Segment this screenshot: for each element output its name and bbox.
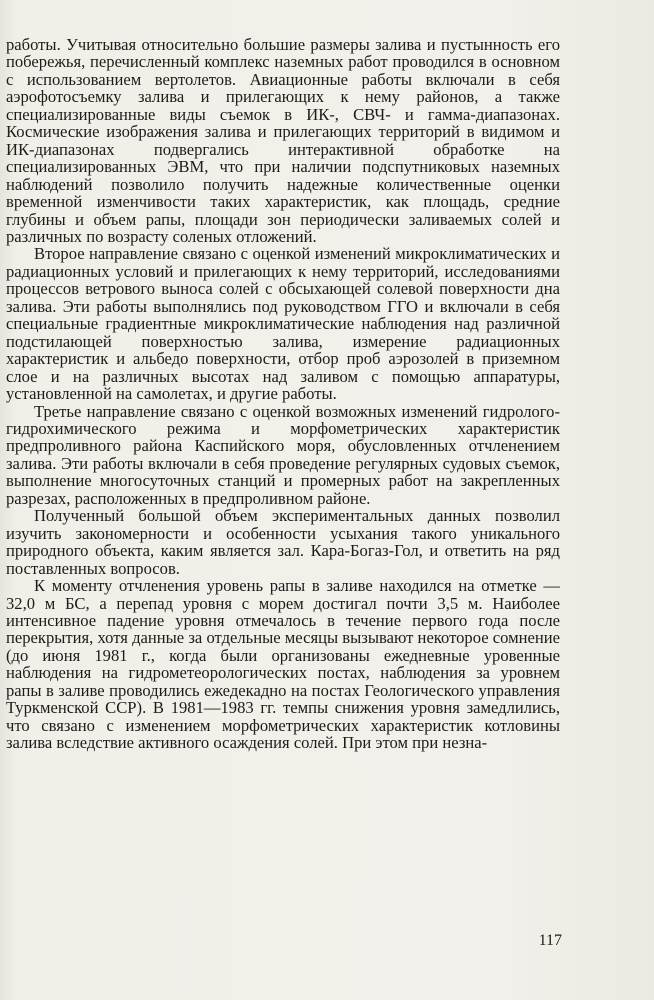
paragraph-third-direction: Третье направление связано с оценкой возможных изменений гидролого-гидрохимического режима и морфометрических характеристик предпроливного района Каспийского моря, обусловленных отчленением залива. Эти работы включали в себя проведение регулярных судовых съемок, выполнение многосуточных станций и промерных работ на закрепленных разрезах, расположенных в предпроливном районе. <box>6 401 560 508</box>
page-number: 117 <box>538 932 562 949</box>
paragraph-second-direction: Второе направление связано с оценкой изменений микроклиматических и радиационных условий и прилегающих к нему территорий, исследованиями процессов ветрового выноса солей с обсыхающей солевой поверхности дна залива. Эти работы выполнялись под руководством ГГО и включали в себя специальные градиентные микроклиматические наблюдения над различной подстилающей поверхностью залива, измерение радиационных характеристик и альбедо поверхности, отбор проб аэрозолей в приземном слое и на различных высотах над заливом с помощью аппаратуры, установленной на самолетах, и другие работы. <box>6 244 560 404</box>
paragraph-level-changes: К моменту отчленения уровень рапы в заливе находился на отметке — 32,0 м БС, а перепад уровня с морем достигал почти 3,5 м. Наиболее интенсивное падение уровня отмечалось в течение первого года после перекрытия, хотя данные за отдельные месяцы вызывают некоторое сомнение (до июня 1981 г., когда были организованы ежедневные уровенные наблюдения на гидрометеорологических постах, наблюдения за уровнем рапы в заливе проводились ежедекадно на постах Геологического управления Туркменской ССР). В 1981—1983 гг. темпы снижения уровня замедлились, что связано с изменением морфометрических характеристик котловины залива вследствие активного осаждения солей. При этом при незна- <box>6 576 560 753</box>
body-text <box>6 36 560 752</box>
paragraph-results: Полученный большой объем экспериментальных данных позволил изучить закономерности и особенности усыхания такого уникального природного объекта, каким является зал. Кара-Богаз-Гол, и ответить на ряд поставленных вопросов. <box>6 506 560 578</box>
paragraph-continuation: работы. Учитывая относительно большие размеры залива и пустынность его побережья, перечисленный комплекс наземных работ проводился в основном с использованием вертолетов. Авиационные работы включали в себя аэрофотосъемку залива и прилегающих к нему районов, а также специализированные виды съемок в ИК-, СВЧ- и гамма-диапазонах. Космические изображения залива и прилегающих территорий в видимом и ИК-диапазонах подвергались интерактивной обработке на специализированных ЭВМ, что при наличии подспутниковых наземных наблюдений позволило получить надежные количественные оценки временной изменчивости таких характеристик, как площадь, средние глубины и объем рапы, площади зон периодически заливаемых солей и различных по возрасту соленых отложений. <box>6 35 560 246</box>
